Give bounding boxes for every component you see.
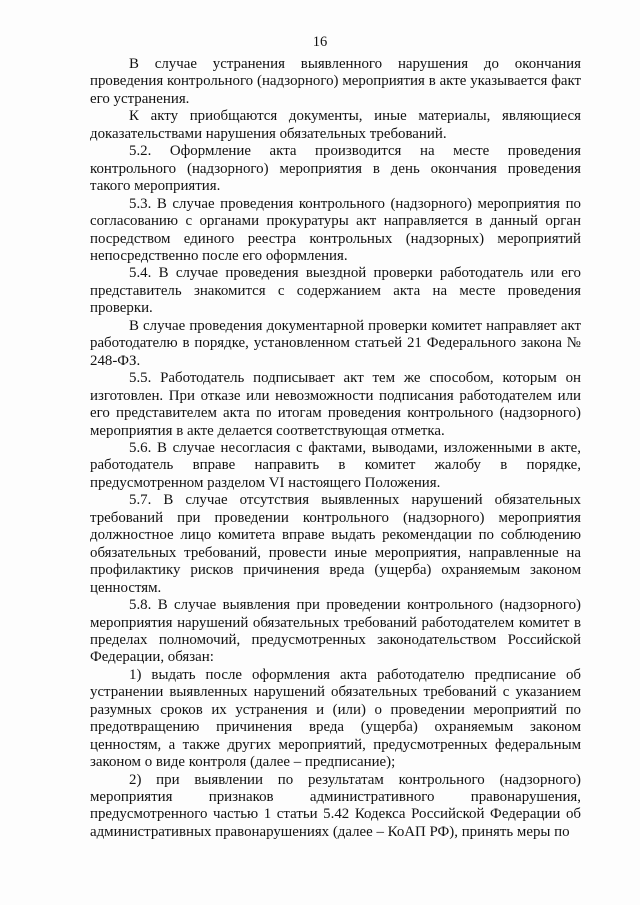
paragraph-5-3: 5.3. В случае проведения контрольного (надзорного) мероприятия по согласованию с органами прокуратуры акт направляется в данный орган посредством единого реестра контрольных (надзорных) мероприятий непосредственно после его оформления.	[90, 195, 581, 264]
paragraph-5-4: 5.4. В случае проведения выездной проверки работодатель или его представитель знакомится с содержанием акта на месте проведения проверки.	[90, 265, 581, 317]
paragraph-5-5: 5.5. Работодатель подписывает акт тем же способом, которым он изготовлен. При отказе или невозможности подписания работодателем или его представителем акта по итогам проведения контрольного (надзорного) мероприятия в акте делается соответствующая отметка.	[90, 370, 581, 439]
paragraph-5-2: 5.2. Оформление акта производится на месте проведения контрольного (надзорного) мероприятия в день окончания проведения такого мероприятия.	[90, 143, 581, 195]
paragraph-violation-eliminated: В случае устранения выявленного нарушения до окончания проведения контрольного (надзорного) мероприятия в акте указывается факт его устранения.	[90, 56, 581, 107]
paragraph-5-6: 5.6. В случае несогласия с фактами, выводами, изложенными в акте, работодатель вправе направить в комитет жалобу в порядке, предусмотренном разделом VI настоящего Положения.	[90, 439, 581, 491]
page-number: 16	[312, 34, 328, 50]
list-item-1: 1) выдать после оформления акта работодателю предписание об устранении выявленных нарушений обязательных требований с указанием разумных сроков их устранения и (или) о проведении мероприятий по предотвращению причинения вреда (ущерба) охраняемым законом ценностям, а также других мероприятий, предусмотренных федеральным законом о виде контроля (далее – предписание);	[90, 666, 581, 771]
paragraph-documentary-check: В случае проведения документарной проверки комитет направляет акт работодателю в порядке, установленном статьей 21 Федерального закона № 248-ФЗ.	[90, 317, 581, 369]
list-item-2: 2) при выявлении по результатам контрольного (надзорного) мероприятия признаков административного правонарушения, предусмотренного частью 1 статьи 5.42 Кодекса Российской Федерации об административных правонарушениях (далее – КоАП РФ), принять меры по	[90, 771, 581, 840]
document-body	[90, 56, 581, 841]
paragraph-attached-documents: К акту приобщаются документы, иные материалы, являющиеся доказательствами нарушения обязательных требований.	[90, 108, 581, 142]
paragraph-5-7: 5.7. В случае отсутствия выявленных нарушений обязательных требований при проведении контрольного (надзорного) мероприятия должностное лицо комитета вправе выдать рекомендации по соблюдению обязательных требований, провести иные мероприятия, направленные на профилактику рисков причинения вреда (ущерба) охраняемым законом ценностям.	[90, 492, 581, 596]
paragraph-5-8: 5.8. В случае выявления при проведении контрольного (надзорного) мероприятия нарушений обязательных требований работодателем комитет в пределах полномочий, предусмотренных законодательством Российской Федерации, обязан:	[90, 597, 581, 666]
